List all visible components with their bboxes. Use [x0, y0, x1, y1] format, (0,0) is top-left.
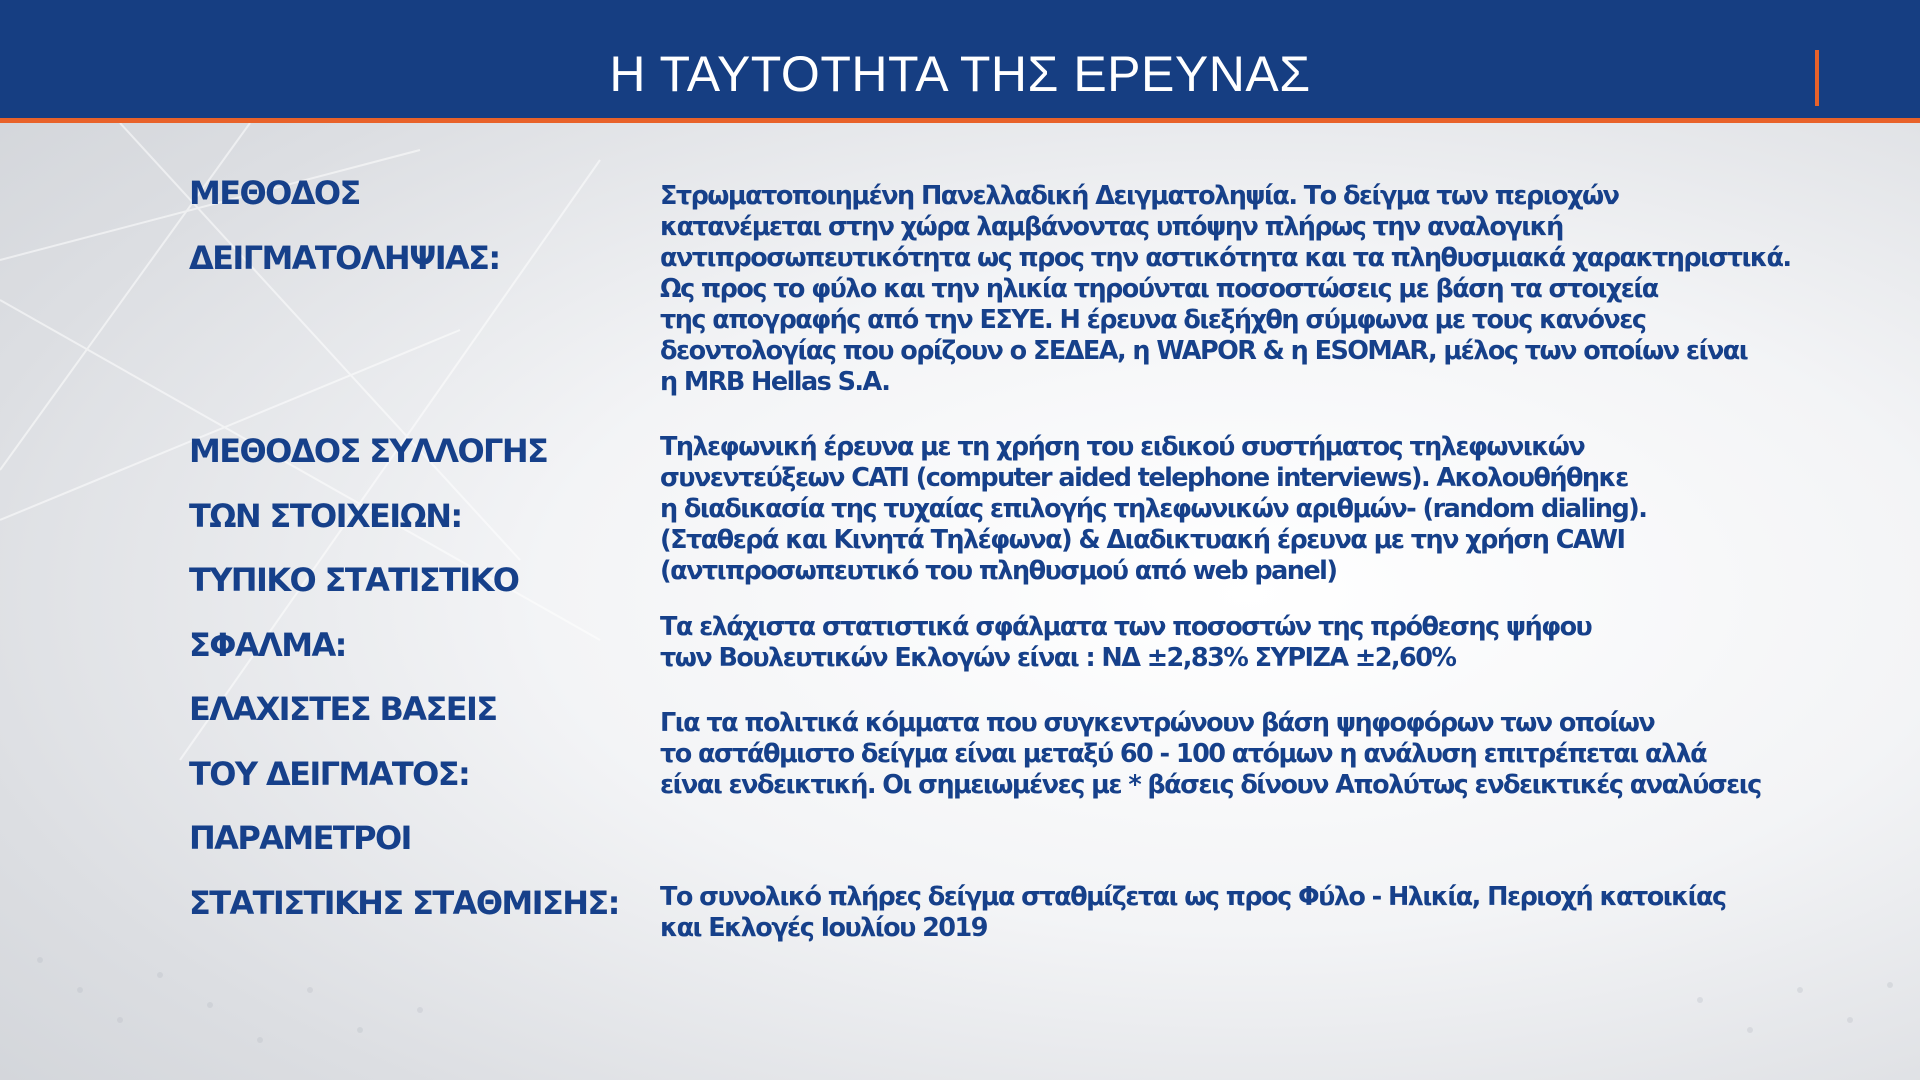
label-standard-error-2: ΣΦΑΛΜΑ:	[189, 625, 346, 664]
standard-error-description	[660, 612, 1860, 674]
description-line: των Βουλευτικών Εκλογών είναι : ΝΔ ±2,83% ΣΥΡΙΖΑ ±2,60%	[660, 643, 1456, 673]
description-line: Τηλεφωνική έρευνα με τη χρήση του ειδικού συστήματος τηλεφωνικών	[660, 432, 1585, 462]
weighting-description	[660, 882, 1860, 944]
label-collection-method-1: ΜΕΘΟΔΟΣ ΣΥΛΛΟΓΗΣ	[189, 432, 548, 470]
description-line: συνεντεύξεων CATI (computer aided telephone interviews). Ακολουθήθηκε	[660, 463, 1628, 493]
description-line: κατανέμεται στην χώρα λαμβάνοντας υπόψην πλήρως την αναλογική	[660, 212, 1563, 242]
label-min-bases-1: ΕΛΑΧΙΣΤΕΣ ΒΑΣΕΙΣ	[189, 690, 497, 728]
label-spacer	[189, 366, 649, 431]
description-line: (αντιπροσωπευτικό του πληθυσμού από web panel)	[660, 556, 1337, 586]
label-sampling-method-1: ΜΕΘΟΔΟΣ	[189, 174, 360, 212]
label-min-bases-2: ΤΟΥ ΔΕΙΓΜΑΤΟΣ:	[189, 754, 470, 793]
collection-method-description	[660, 432, 1860, 587]
sampling-method-description	[660, 181, 1860, 398]
description-line: δεοντολογίας που ορίζουν ο ΣΕΔΕΑ, η WAPOR & η ESOMAR, μέλος των οποίων είναι	[660, 336, 1748, 366]
header-accent-divider	[1815, 50, 1819, 106]
description-line: Τα ελάχιστα στατιστικά σφάλματα των ποσοστών της πρόθεσης ψήφου	[660, 612, 1592, 642]
description-line: είναι ενδεικτική. Οι σημειωμένες με * βάσεις δίνουν Απολύτως ενδεικτικές αναλύσεις	[660, 770, 1761, 800]
description-line: αντιπροσωπευτικότητα ως προς την αστικότητα και τα πληθυσμιακά χαρακτηριστικά.	[660, 243, 1791, 273]
description-line: Το συνολικό πλήρες δείγμα σταθμίζεται ως προς Φύλο - Ηλικία, Περιοχή κατοικίας	[660, 882, 1726, 912]
label-standard-error-1: ΤΥΠΙΚΟ ΣΤΑΤΙΣΤΙΚΟ	[189, 561, 519, 599]
label-spacer	[189, 301, 649, 366]
label-weighting-2: ΣΤΑΤΙΣΤΙΚΗΣ ΣΤΑΘΜΙΣΗΣ:	[189, 883, 619, 922]
description-line: της απογραφής από την ΕΣΥΕ. Η έρευνα διεξήχθη σύμφωνα με τους κανόνες	[660, 305, 1646, 335]
min-bases-description	[660, 708, 1860, 801]
label-sampling-method-2: ΔΕΙΓΜΑΤΟΛΗΨΙΑΣ:	[189, 238, 500, 277]
description-line: (Σταθερά και Κινητά Τηλέφωνα) & Διαδικτυακή έρευνα με την χρήση CAWI	[660, 525, 1625, 555]
description-line: και Εκλογές Ιουλίου 2019	[660, 913, 987, 943]
page-title: Η ΤΑΥΤΟΤΗΤΑ ΤΗΣ ΕΡΕΥΝΑΣ	[609, 46, 1311, 102]
description-line: η διαδικασία της τυχαίας επιλογής τηλεφωνικών αριθμών- (random dialing).	[660, 494, 1647, 524]
description-line: Στρωματοποιημένη Πανελλαδική Δειγματοληψία. Το δείγμα των περιοχών	[660, 181, 1619, 211]
description-line: Ως προς το φύλο και την ηλικία τηρούνται ποσοστώσεις με βάση τα στοιχεία	[660, 274, 1658, 304]
description-line: το αστάθμιστο δείγμα είναι μεταξύ 60 - 100 ατόμων η ανάλυση επιτρέπεται αλλά	[660, 739, 1707, 769]
description-line: η MRB Hellas S.A.	[660, 367, 890, 397]
description-line: Για τα πολιτικά κόμματα που συγκεντρώνουν βάση ψηφοφόρων των οποίων	[660, 708, 1655, 738]
header-bar	[0, 0, 1920, 123]
label-collection-method-2: ΤΩΝ ΣΤΟΙΧΕΙΩΝ:	[189, 496, 462, 535]
label-weighting-1: ΠΑΡΑΜΕΤΡΟΙ	[189, 819, 411, 857]
labels-column	[189, 172, 649, 946]
